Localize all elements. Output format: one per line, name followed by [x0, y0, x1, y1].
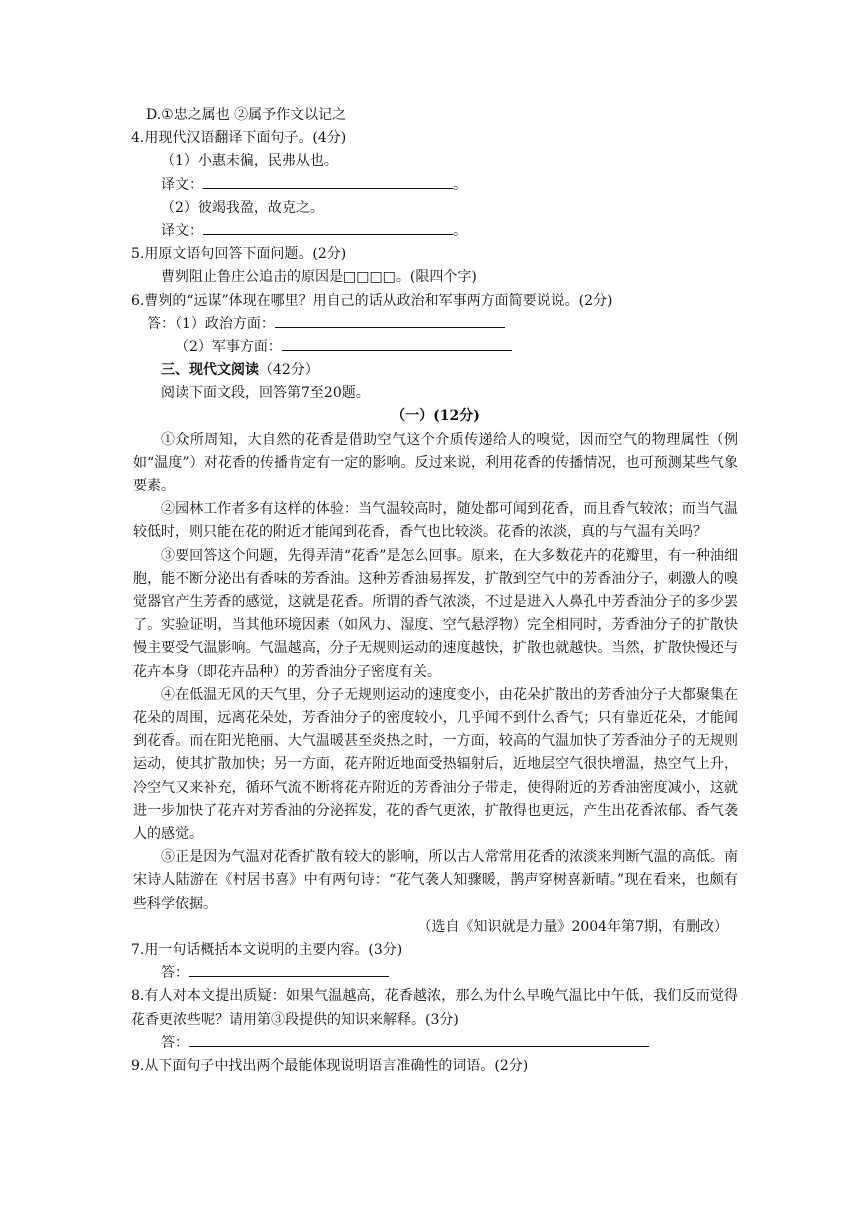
answer-military — [133, 336, 738, 359]
section-3-score: （42分） — [259, 362, 319, 379]
paragraph-1: ①众所周知，大自然的花香是借助空气这个介质传递给人的嗅觉，因而空气的物理属性（例如“温度”）对花香的传播肯定有一定的影响。反过来说，利用花香的传播情况，也可预测某些气象要素。 — [133, 431, 738, 495]
option-d: D.①忠之属也 ②属予作文以记之 — [146, 107, 347, 123]
translation-blank-1[interactable] — [203, 176, 453, 189]
question-4: 4.用现代汉语翻译下面句子。(4分) — [131, 130, 347, 147]
answer-8 — [133, 1032, 738, 1055]
question-7: 7.用一句话概括本文说明的主要内容。(3分) — [131, 942, 403, 959]
question-6: 6.曹刿的“远谋”体现在哪里？用自己的话从政治和军事两方面简要说说。(2分) — [131, 292, 613, 309]
part-1-title: （一）(12分) — [391, 408, 480, 425]
paragraph-5: ⑤正是因为气温对花香扩散有较大的影响，所以古人常常用花香的浓淡来判断气温的高低。南宋诗人陆游在《村居书喜》中有两句诗：“花气袭人知骤暖，鹊声穿树喜新晴。”现在看来，也颇有些科学依据。 — [133, 849, 738, 912]
question-5: 5.用原文语句回答下面问题。(2分) — [131, 246, 347, 263]
question-9: 9.从下面句子中找出两个最能体现说明语言准确性的词语。(2分) — [131, 1058, 529, 1075]
answer-8-label: 答： — [161, 1034, 189, 1051]
translation-line-1 — [133, 174, 738, 197]
question-5-text: 曹刿阻止鲁庄公追击的原因是□□□□。(限四个字) — [161, 269, 477, 286]
section-3-intro: 阅读下面文段，回答第7至20题。 — [161, 385, 370, 402]
answer-politics-label: 答：（1）政治方面： — [147, 315, 275, 332]
section-3-heading — [133, 359, 738, 382]
source-citation: （选自《知识就是力量》2004年第7期，有删改） — [417, 918, 728, 935]
question-4-sentence-2: （2）彼竭我盈，故克之。 — [161, 199, 324, 216]
answer-military-label: （2）军事方面： — [175, 338, 282, 355]
answer-7-blank[interactable] — [189, 964, 389, 977]
answer-8-blank[interactable] — [189, 1034, 649, 1047]
answer-7 — [133, 962, 738, 985]
paragraph-3: ③要回答这个问题，先得弄清“花香”是怎么回事。原来，在大多数花卉的花瓣里，有一种油细胞，能不断分泌出有香味的芳香油。这种芳香油易挥发，扩散到空气中的芳香油分子，刺激人的嗅觉器官产生芳香的感觉，这就是花香。所谓的香气浓淡，不过是进入人鼻孔中芳香油分子的多少罢了。实验证明，当其他环境因素（如风力、湿度、空气悬浮物）完全相同时，芳香油分子的扩散快慢主要受气温影响。气温越高，分子无规则运动的速度越快，扩散也就越快。当然，扩散快慢还与花卉本身（即花卉品种）的芳香油分子密度有关。 — [133, 547, 738, 680]
translation-label: 译文： — [161, 176, 203, 193]
answer-politics — [133, 313, 738, 336]
answer-military-blank[interactable] — [282, 338, 512, 351]
translation-period: 。 — [453, 222, 467, 239]
question-4-sentence-1: （1）小惠未徧，民弗从也。 — [161, 153, 338, 170]
translation-line-2 — [133, 220, 738, 243]
translation-period: 。 — [453, 176, 467, 193]
paragraph-4: ④在低温无风的天气里，分子无规则运动的速度变小，由花朵扩散出的芳香油分子大都聚集在花朵的周围，远离花朵处，芳香油分子的密度较小，几乎闻不到什么香气；只有靠近花朵，才能闻到花香。而在阳光艳丽、大气温暖甚至炎热之时，一方面，较高的气温加快了芳香油分子的无规则运动，使其扩散加快；另一方面，花卉附近地面受热辐射后，近地层空气很快增温，热空气上升，冷空气又来补充，循环气流不断将花卉附近的芳香油分子带走，使得附近的芳香油密度减小，这就进一步加快了花卉对芳香油的分泌挥发，花的香气更浓，扩散得也更远，产生出花香浓郁、香气袭人的感觉。 — [133, 686, 738, 843]
answer-politics-blank[interactable] — [275, 315, 505, 328]
section-3-title: 三、现代文阅读 — [161, 362, 259, 379]
question-8: 8.有人对本文提出质疑：如果气温越高，花香越浓，那么为什么早晚气温比中午低，我们反而觉得花香更浓些呢？请用第③段提供的知识来解释。(3分) — [131, 988, 738, 1028]
translation-label: 译文： — [161, 222, 203, 239]
page-content — [133, 104, 738, 1078]
answer-7-label: 答： — [161, 965, 189, 982]
paragraph-2: ②园林工作者多有这样的体验：当气温较高时，随处都可闻到花香，而且香气较浓；而当气温较低时，则只能在花的附近才能闻到花香，香气也比较淡。花香的浓淡，真的与气温有关吗？ — [133, 501, 738, 541]
translation-blank-2[interactable] — [203, 222, 453, 235]
